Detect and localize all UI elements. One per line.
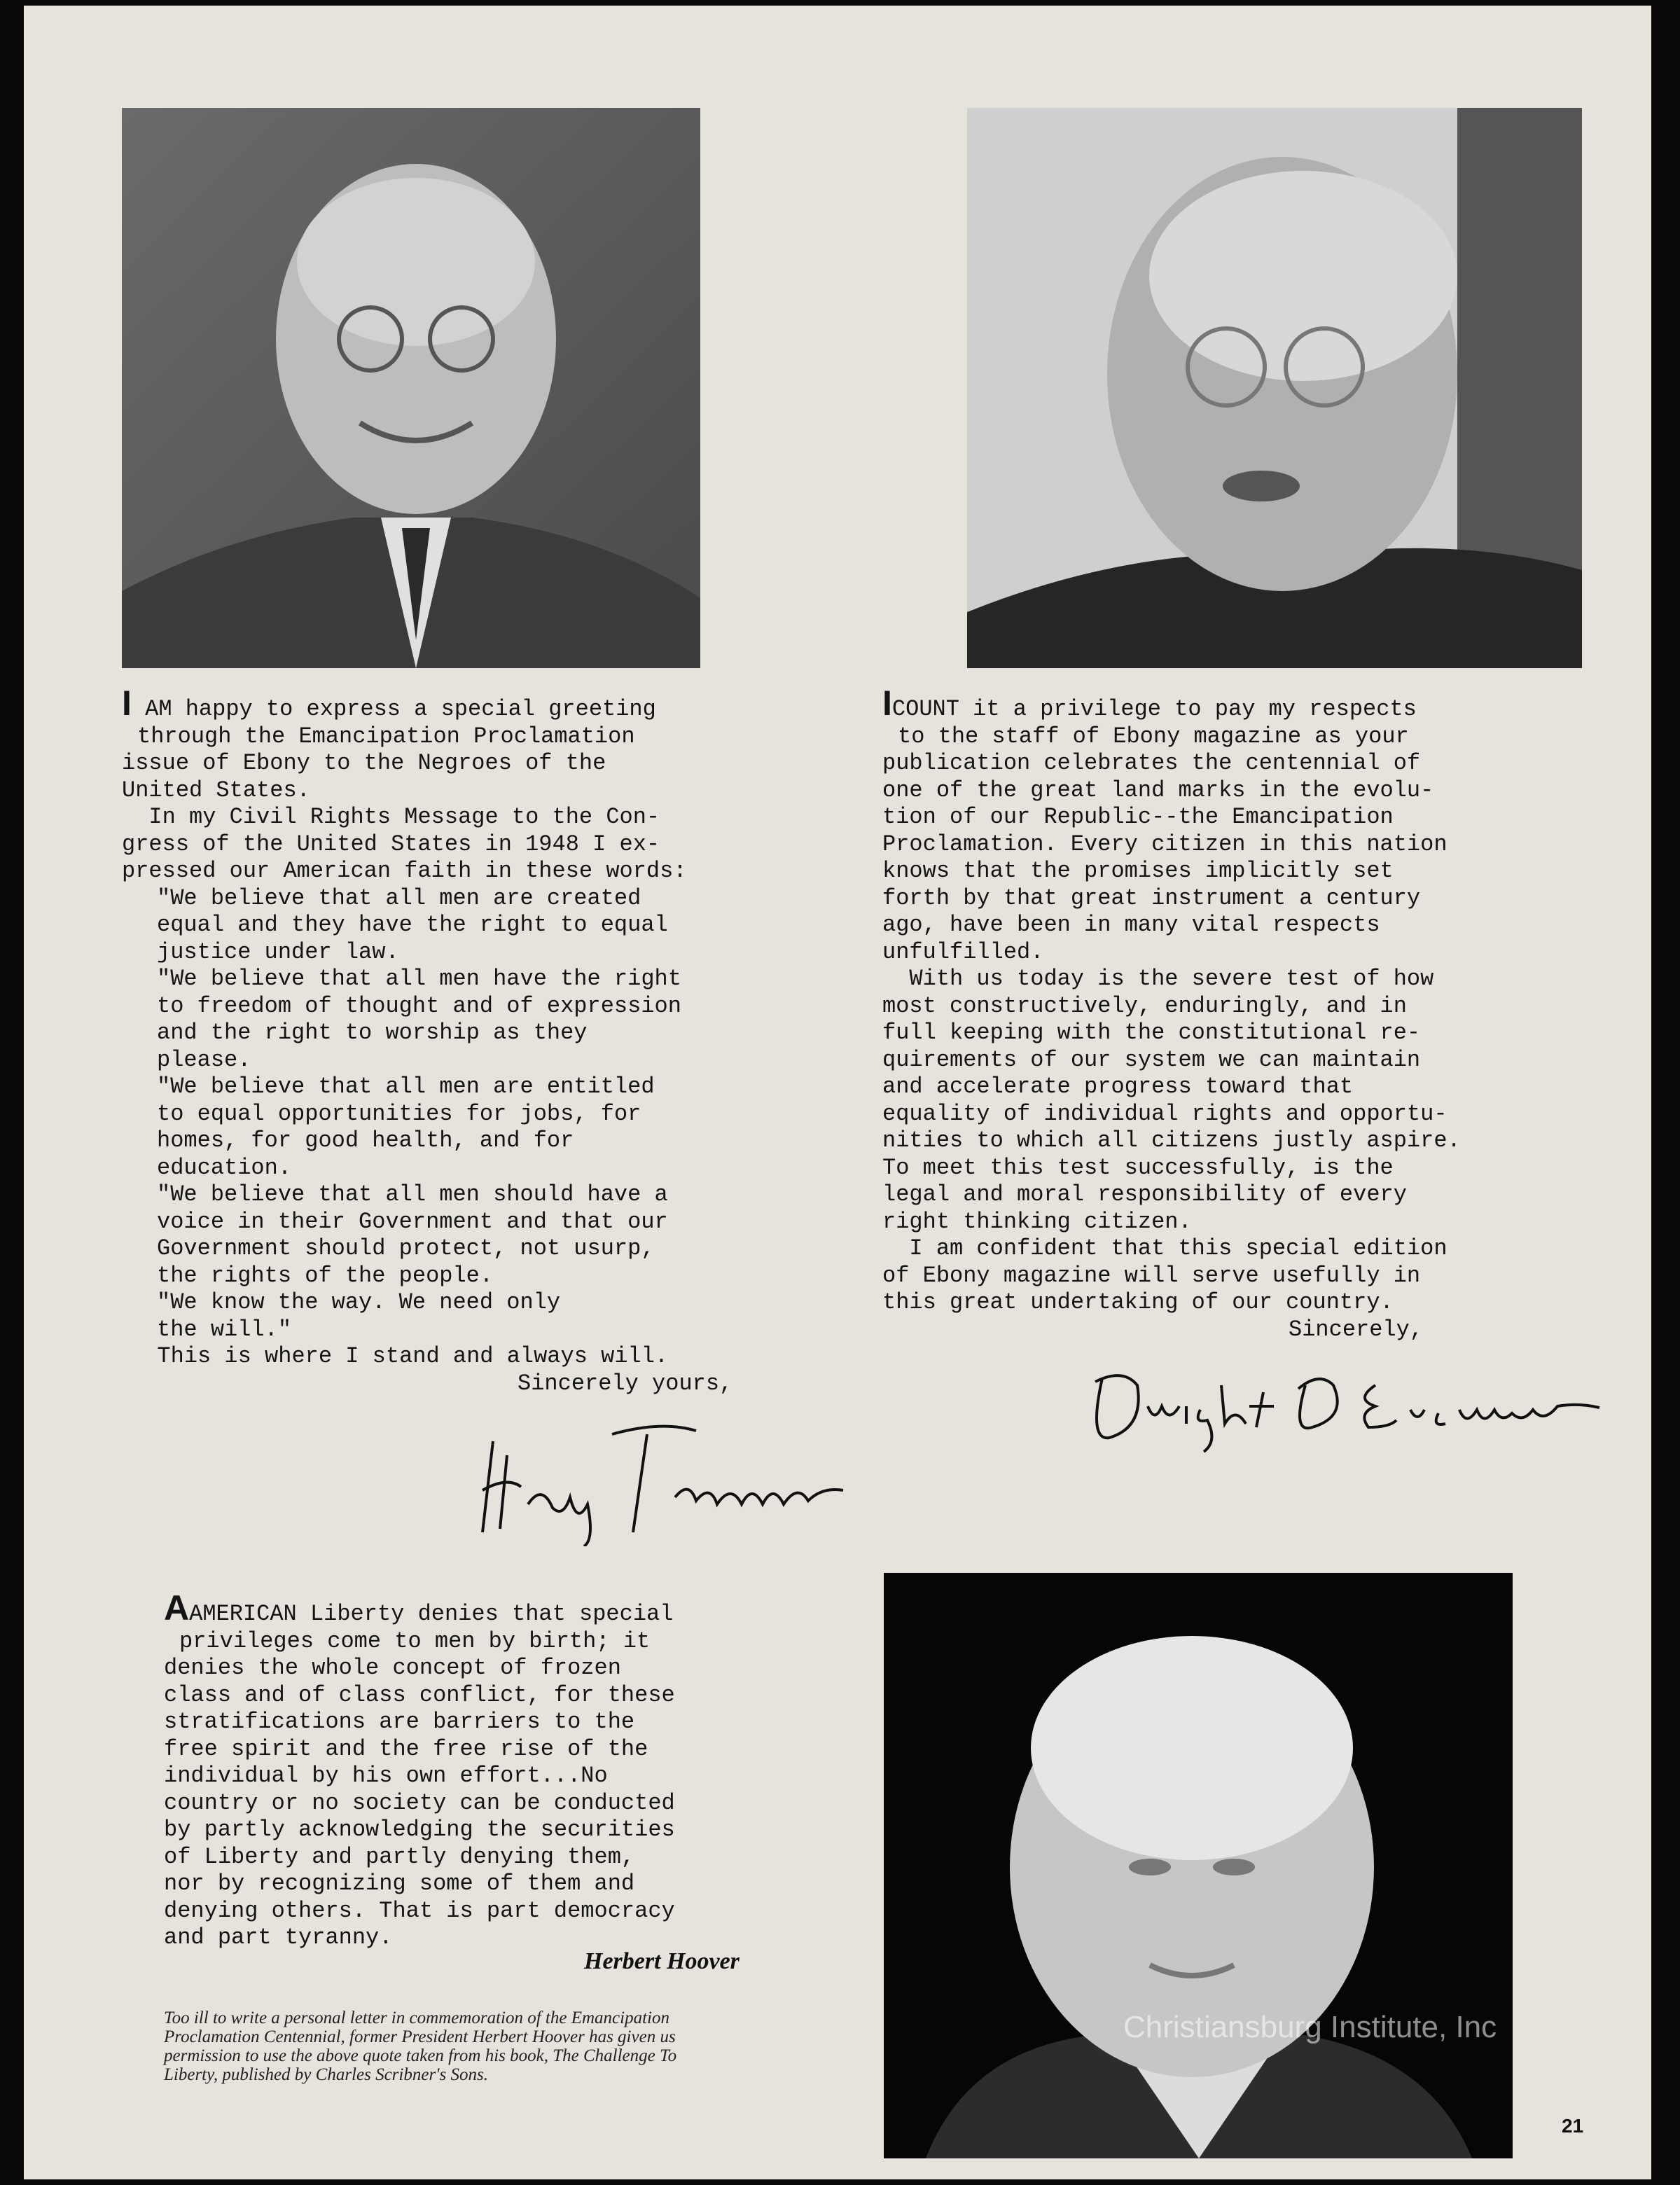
letter-line: gress of the United States in 1948 I ex- xyxy=(122,831,660,857)
letter-line: voice in their Government and that our xyxy=(157,1208,668,1235)
letter-line: one of the great land marks in the evolu- xyxy=(882,777,1434,803)
caption-line: Proclamation Centennial, former President Herbert Hoover has given us xyxy=(164,2027,676,2046)
letter-line: issue of Ebony to the Negroes of the xyxy=(122,750,606,776)
truman-letter xyxy=(122,684,892,1397)
drop-cap: I xyxy=(122,684,132,723)
caption-line: Liberty, published by Charles Scribner's Sons. xyxy=(164,2065,488,2084)
letter-line: privileges come to men by birth; it xyxy=(179,1628,651,1654)
letter-line: knows that the promises implicitly set xyxy=(882,858,1394,884)
letter-line: ICOUNT it a privilege to pay my respects xyxy=(882,684,1417,723)
drop-cap: A xyxy=(164,1588,190,1628)
letter-line: of Ebony magazine will serve usefully in xyxy=(882,1262,1421,1289)
magazine-page xyxy=(24,6,1651,2179)
letter-line: I am confident that this special edition xyxy=(882,1235,1448,1261)
letter-line: ago, have been in many vital respects xyxy=(882,912,1380,938)
caption-line: permission to use the above quote taken from his book, The Challenge To xyxy=(164,2046,677,2065)
letter-line: class and of class conflict, for these xyxy=(164,1681,675,1708)
letter-line: equality of individual rights and opportu- xyxy=(882,1100,1448,1127)
letter-line: individual by his own effort...No xyxy=(164,1763,608,1789)
letter-line: of Liberty and partly denying them, xyxy=(164,1843,635,1870)
letter-line: pressed our American faith in these words: xyxy=(122,858,687,884)
letter-line: right thinking citizen. xyxy=(882,1208,1192,1235)
drop-cap: I xyxy=(882,684,892,723)
truman-signature xyxy=(465,1413,857,1546)
letter-line: most constructively, enduringly, and in xyxy=(882,992,1407,1019)
letter-line: "We know the way. We need only xyxy=(157,1289,561,1315)
letter-line: and part tyranny. xyxy=(164,1924,393,1950)
letter-line: AAMERICAN Liberty denies that special xyxy=(164,1588,674,1628)
hoover-caption xyxy=(164,2009,850,2084)
letter-line: through the Emancipation Proclamation xyxy=(137,723,635,749)
letter-line: legal and moral responsibility of every xyxy=(882,1181,1407,1207)
letter-line: unfulfilled. xyxy=(882,938,1044,965)
letter-line: publication celebrates the centennial of xyxy=(882,750,1421,776)
letter-line: country or no society can be conducted xyxy=(164,1789,675,1816)
letter-line: stratifications are barriers to the xyxy=(164,1709,635,1735)
letter-line: equal and they have the right to equal xyxy=(157,912,668,938)
letter-line: denies the whole concept of frozen xyxy=(164,1655,621,1681)
letter-line: the rights of the people. xyxy=(157,1262,494,1289)
letter-line: nor by recognizing some of them and xyxy=(164,1871,635,1896)
letter-line: to the staff of Ebony magazine as your xyxy=(898,723,1409,749)
letter-line: free spirit and the free rise of the xyxy=(164,1735,648,1762)
caption-line: Too ill to write a personal letter in commemoration of the Emancipation xyxy=(164,2009,669,2027)
letter-line: Government should protect, not usurp, xyxy=(157,1235,655,1261)
letter-line: "We believe that all men should have a xyxy=(157,1181,668,1207)
letter-line: I AM happy to express a special greeting xyxy=(122,684,656,723)
letter-line: justice under law. xyxy=(157,938,399,965)
page-number: 21 xyxy=(1562,2115,1584,2137)
letter-line: homes, for good health, and for xyxy=(157,1128,574,1153)
letter-line: Proclamation. Every citizen in this nation xyxy=(882,831,1448,857)
eisenhower-signature xyxy=(1081,1357,1620,1455)
letter-line: denying others. That is part democracy xyxy=(164,1897,675,1924)
letter-line: "We believe that all men are created xyxy=(157,885,641,911)
letter-line: nities to which all citizens justly aspire. xyxy=(882,1128,1461,1153)
letter-line: to freedom of thought and of expression xyxy=(157,992,681,1019)
letter-line: With us today is the severe test of how xyxy=(882,966,1434,992)
letter-line: "We believe that all men are entitled xyxy=(157,1074,655,1100)
letter-line: by partly acknowledging the securities xyxy=(164,1817,675,1843)
truman-photo xyxy=(122,108,700,668)
letter-line: United States. xyxy=(122,777,310,803)
letter-line: and accelerate progress toward that xyxy=(882,1074,1354,1100)
watermark: Christiansburg Institute, Inc xyxy=(1123,2010,1497,2044)
letter-line: please. xyxy=(157,1046,251,1073)
letter-line: the will." xyxy=(157,1316,292,1343)
letter-closing: Sincerely, xyxy=(1289,1316,1424,1343)
eisenhower-letter xyxy=(882,684,1646,1343)
hoover-quote xyxy=(164,1588,836,1952)
letter-line: quirements of our system we can maintain xyxy=(882,1046,1421,1073)
letter-line: this great undertaking of our country. xyxy=(882,1289,1394,1315)
letter-line: and the right to worship as they xyxy=(157,1020,588,1046)
letter-line: In my Civil Rights Message to the Con- xyxy=(122,804,660,830)
letter-closing: Sincerely yours, xyxy=(518,1370,733,1396)
letter-line: tion of our Republic--the Emancipation xyxy=(882,804,1394,830)
letter-line: to equal opportunities for jobs, for xyxy=(157,1100,641,1127)
letter-line: This is where I stand and always will. xyxy=(130,1343,669,1369)
letter-line: "We believe that all men have the right xyxy=(157,966,681,992)
letter-line: forth by that great instrument a century xyxy=(882,885,1421,911)
eisenhower-photo xyxy=(967,108,1582,668)
letter-line: To meet this test successfully, is the xyxy=(882,1154,1394,1181)
hoover-attribution: Herbert Hoover xyxy=(584,1948,740,1974)
hoover-photo xyxy=(884,1573,1513,2158)
letter-line: full keeping with the constitutional re- xyxy=(882,1020,1421,1046)
letter-line: education. xyxy=(157,1154,292,1181)
